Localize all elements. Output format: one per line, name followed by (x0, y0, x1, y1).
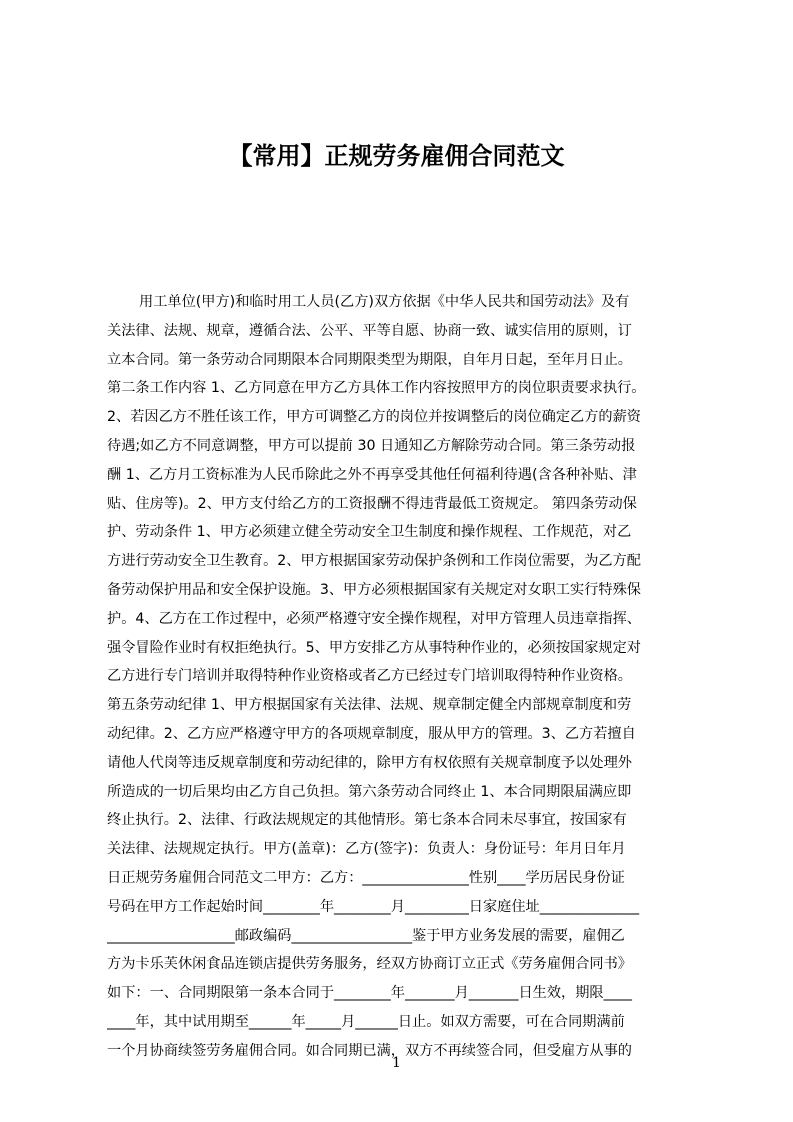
body-line: 酬 1、乙方月工资标准为人民币除此之外不再享受其他任何福利待遇(含各种补贴、津 (107, 466, 637, 483)
body-line: 方进行劳动安全卫生教育。2、甲方根据国家劳动保护条例和工作岗位需要，为乙方配 (107, 553, 641, 570)
body-line: 待遇;如乙方不同意调整，甲方可以提前 30 日通知乙方解除劳动合同。第三条劳动报 (107, 437, 636, 454)
body-line: 日正规劳务雇佣合同范文二甲方：乙方：_______________性别____学历居民身份证 (107, 869, 625, 886)
body-line: 号码在甲方工作起始时间________年________月_________日家庭住址______________ (107, 898, 640, 915)
body-line: 乙方进行专门培训并取得特种作业资格或者乙方已经过专门培训取得特种作业资格。 (107, 668, 632, 685)
body-line: 强令冒险作业时有权拒绝执行。5、甲方安排乙方从事特种作业的，必须按国家规定对 (107, 639, 641, 656)
body-line: 立本合同。第一条劳动合同期限本合同期限类型为期限，自年月日起，至年月日止。 (107, 351, 632, 368)
body-line: 用工单位(甲方)和临时用工人员(乙方)双方依据《中华人民共和国劳动法》及有 (139, 294, 630, 310)
body-line: 关法律、法规、规章，遵循合法、公平、平等自愿、协商一致、诚实信用的原则，订 (107, 322, 632, 339)
body-line: 备劳动保护用品和安全保护设施。3、甲方必须根据国家有关规定对女职工实行特殊保 (107, 581, 641, 598)
body-line: 护、劳动条件 1、甲方必须建立健全劳动安全卫生制度和操作规程、工作规范，对乙 (107, 524, 632, 541)
page-number: 1 (392, 1055, 401, 1071)
document-body (107, 288, 697, 1066)
body-line: 如下：一、合同期限第一条本合同于________年_______月_______日生效，期限____ (107, 985, 632, 1002)
body-line: 2、若因乙方不胜任该工作，甲方可调整乙方的岗位并按调整后的岗位确定乙方的薪资 (107, 409, 641, 426)
document-title: 【常用】正规劳务雇佣合同范文 (228, 142, 565, 170)
body-line: 动纪律。2、乙方应严格遵守甲方的各项规章制度，服从甲方的管理。3、乙方若擅自 (107, 725, 636, 742)
body-line: ____年，其中试用期至______年_____月______日止。如双方需要，可在合同期满前 (107, 1013, 625, 1030)
body-line: 关法律、法规规定执行。甲方(盖章)：乙方(签字)：负责人：身份证号：年月日年月 (107, 841, 626, 858)
body-line: 护。4、乙方在工作过程中，必须严格遵守安全操作规程，对甲方管理人员违章指挥、 (107, 610, 641, 627)
body-line: 方为卡乐芙休闲食品连锁店提供劳务服务，经双方协商订立正式《劳务雇佣合同书》 (107, 956, 632, 973)
body-line: 终止执行。2、法律、行政法规规定的其他情形。第七条本合同未尽事宜，按国家有 (107, 812, 627, 829)
body-line: 请他人代岗等违反规章制度和劳动纪律的，除甲方有权依照有关规章制度予以处理外 (107, 754, 632, 771)
body-line: 一个月协商续签劳务雇佣合同。如合同期已满，双方不再续签合同，但受雇方从事的 (107, 1042, 632, 1059)
body-line: 贴、住房等)。2、甲方支付给乙方的工资报酬不得违背最低工资规定。 第四条劳动保 (107, 495, 637, 512)
body-line: 第五条劳动纪律 1、甲方根据国家有关法律、法规、规章制定健全内部规章制度和劳 (107, 697, 632, 714)
body-line: 所造成的一切后果均由乙方自己负担。第六条劳动合同终止 1、本合同期限届满应即 (107, 783, 632, 800)
body-line: __________________邮政编码_________________鉴于甲方业务发展的需要，雇佣乙 (107, 927, 625, 944)
body-line: 第二条工作内容 1、乙方同意在甲方乙方具体工作内容按照甲方的岗位职责要求执行。 (107, 380, 646, 397)
